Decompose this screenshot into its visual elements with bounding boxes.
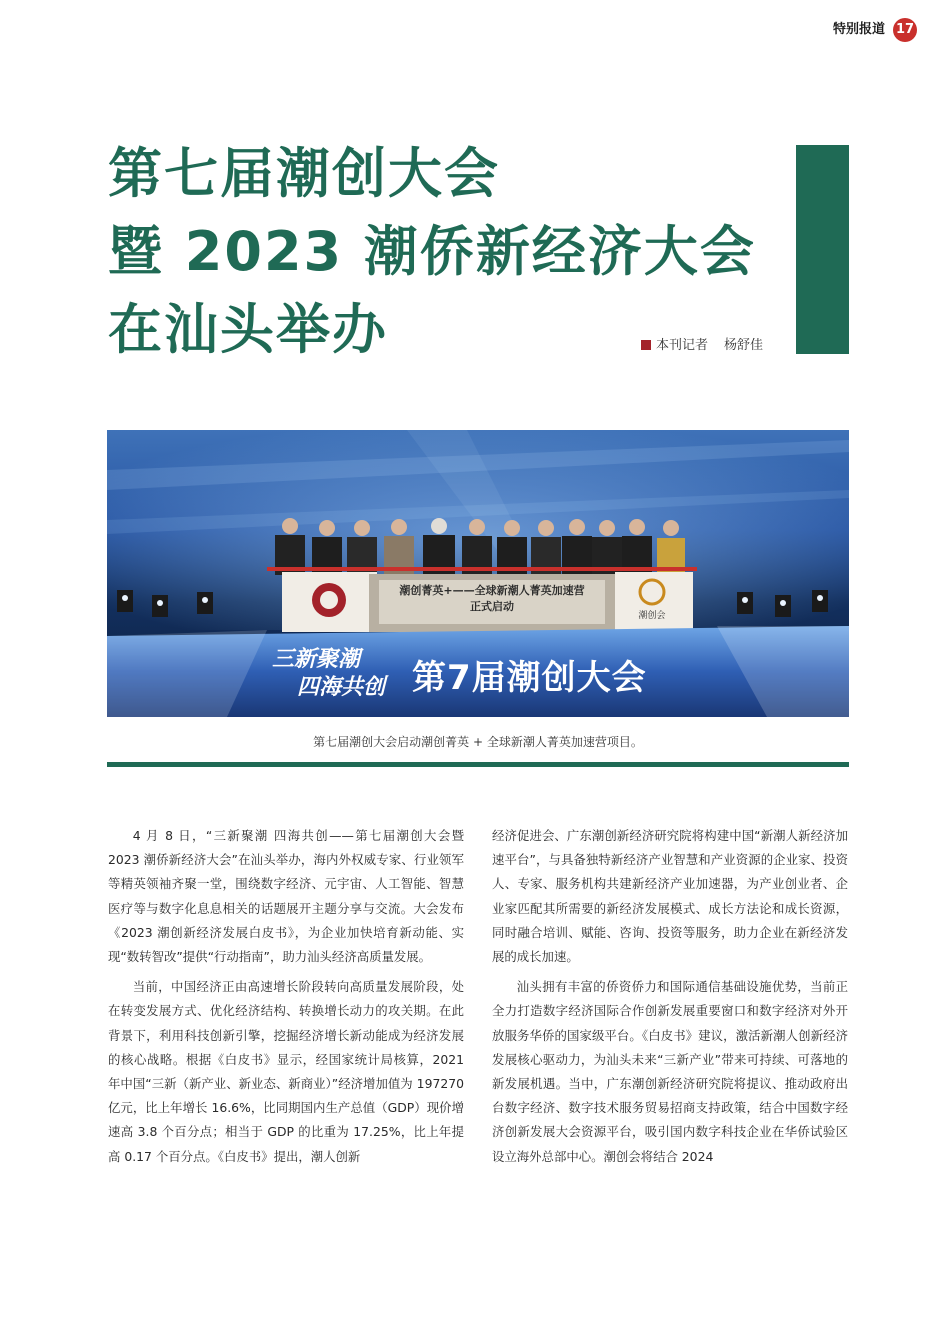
paragraph: 汕头拥有丰富的侨资侨力和国际通信基础设施优势，当前正全力打造数字经济国际合作创新发展重要窗口和数字经济对外开放服务华侨的国家级平台。《白皮书》建议，激活新潮人创新经济发展核心驱动力，为汕头未来“三新产业”带来可持续、可落地的新发展机遇。当中，广东潮创新经济研究院将提议、推动政府出台数字经济、数字技术服务贸易招商支持政策，结合中国数字经济创新发展大会资源平台，吸引国内数字科技企业在华侨试验区设立海外总部中心。潮创会将结合 2024	[492, 979, 848, 1164]
backdrop-slogan-2: 四海共创	[297, 675, 386, 700]
body-column-right	[492, 824, 848, 1175]
podium-banner-line-2: 正式启动	[470, 600, 514, 613]
backdrop-main-title: 第7届潮创大会	[412, 658, 647, 698]
article-title-line-1: 第七届潮创大会	[108, 142, 500, 205]
paragraph: 当前，中国经济正由高速增长阶段转向高质量发展阶段，处在转变发展方式、优化经济结构、转换增长动力的攻关期。在此背景下，利用科技创新引擎，挖掘经济增长新动能成为经济发展的核心战略。根据《白皮书》显示，经国家统计局核算，2021 年中国“三新（新产业、新业态、新商业）”经济增加值为 197270 亿元，比上年增长 16.6%，比同期国内生产总值（GDP）现价增速高 3.8 个百分点；相当于 GDP 的比重为 17.25%，比上年提高 0.17 个百分点。《白皮书》提出，潮人创新	[108, 979, 464, 1164]
byline	[641, 336, 763, 356]
page-number-badge: 17	[893, 18, 917, 42]
section-label: 特别报道	[833, 22, 886, 37]
podium-banner-line-1: 潮创菁英+——全球新潮人菁英加速营	[399, 584, 585, 597]
event-photo	[107, 430, 849, 717]
byline-role: 本刊记者	[656, 338, 709, 353]
backdrop-slogan-1: 三新聚潮	[272, 647, 361, 672]
article-title-line-3: 在汕头举办	[108, 298, 388, 361]
body-column-left	[108, 824, 464, 1175]
paragraph: 经济促进会、广东潮创新经济研究院将构建中国“新潮人新经济加速平台”，与具备独特新经济产业智慧和产业资源的企业家、投资人、专家、服务机构共建新经济产业加速器，为产业创业者、企业家匹配其所需要的新经济发展模式、成长方法论和成长资源，同时融合培训、赋能、咨询、投资等服务，助力企业在新经济发展的成长加速。	[492, 828, 848, 965]
byline-author: 杨舒佳	[724, 338, 764, 353]
section-divider	[107, 762, 849, 767]
title-accent-bar	[796, 145, 849, 354]
byline-square-icon	[641, 340, 651, 350]
paragraph: 4 月 8 日，“三新聚潮 四海共创——第七届潮创大会暨 2023 潮侨新经济大会”在汕头举办，海内外权威专家、行业领军等精英领袖齐聚一堂，围绕数字经济、元宇宙、人工智能、智慧医疗等与数字化息息相关的话题展开主题分享与交流。大会发布《2023 潮创新经济发展白皮书》，为企业加快培育新动能、实现“数转智改”提供“行动指南”，助力汕头经济高质量发展。	[108, 828, 464, 965]
article-title-line-2: 暨 2023 潮侨新经济大会	[108, 220, 756, 283]
photo-caption: 第七届潮创大会启动潮创菁英 + 全球新潮人菁英加速营项目。	[313, 735, 643, 749]
podium-logo-label: 潮创会	[638, 611, 666, 621]
